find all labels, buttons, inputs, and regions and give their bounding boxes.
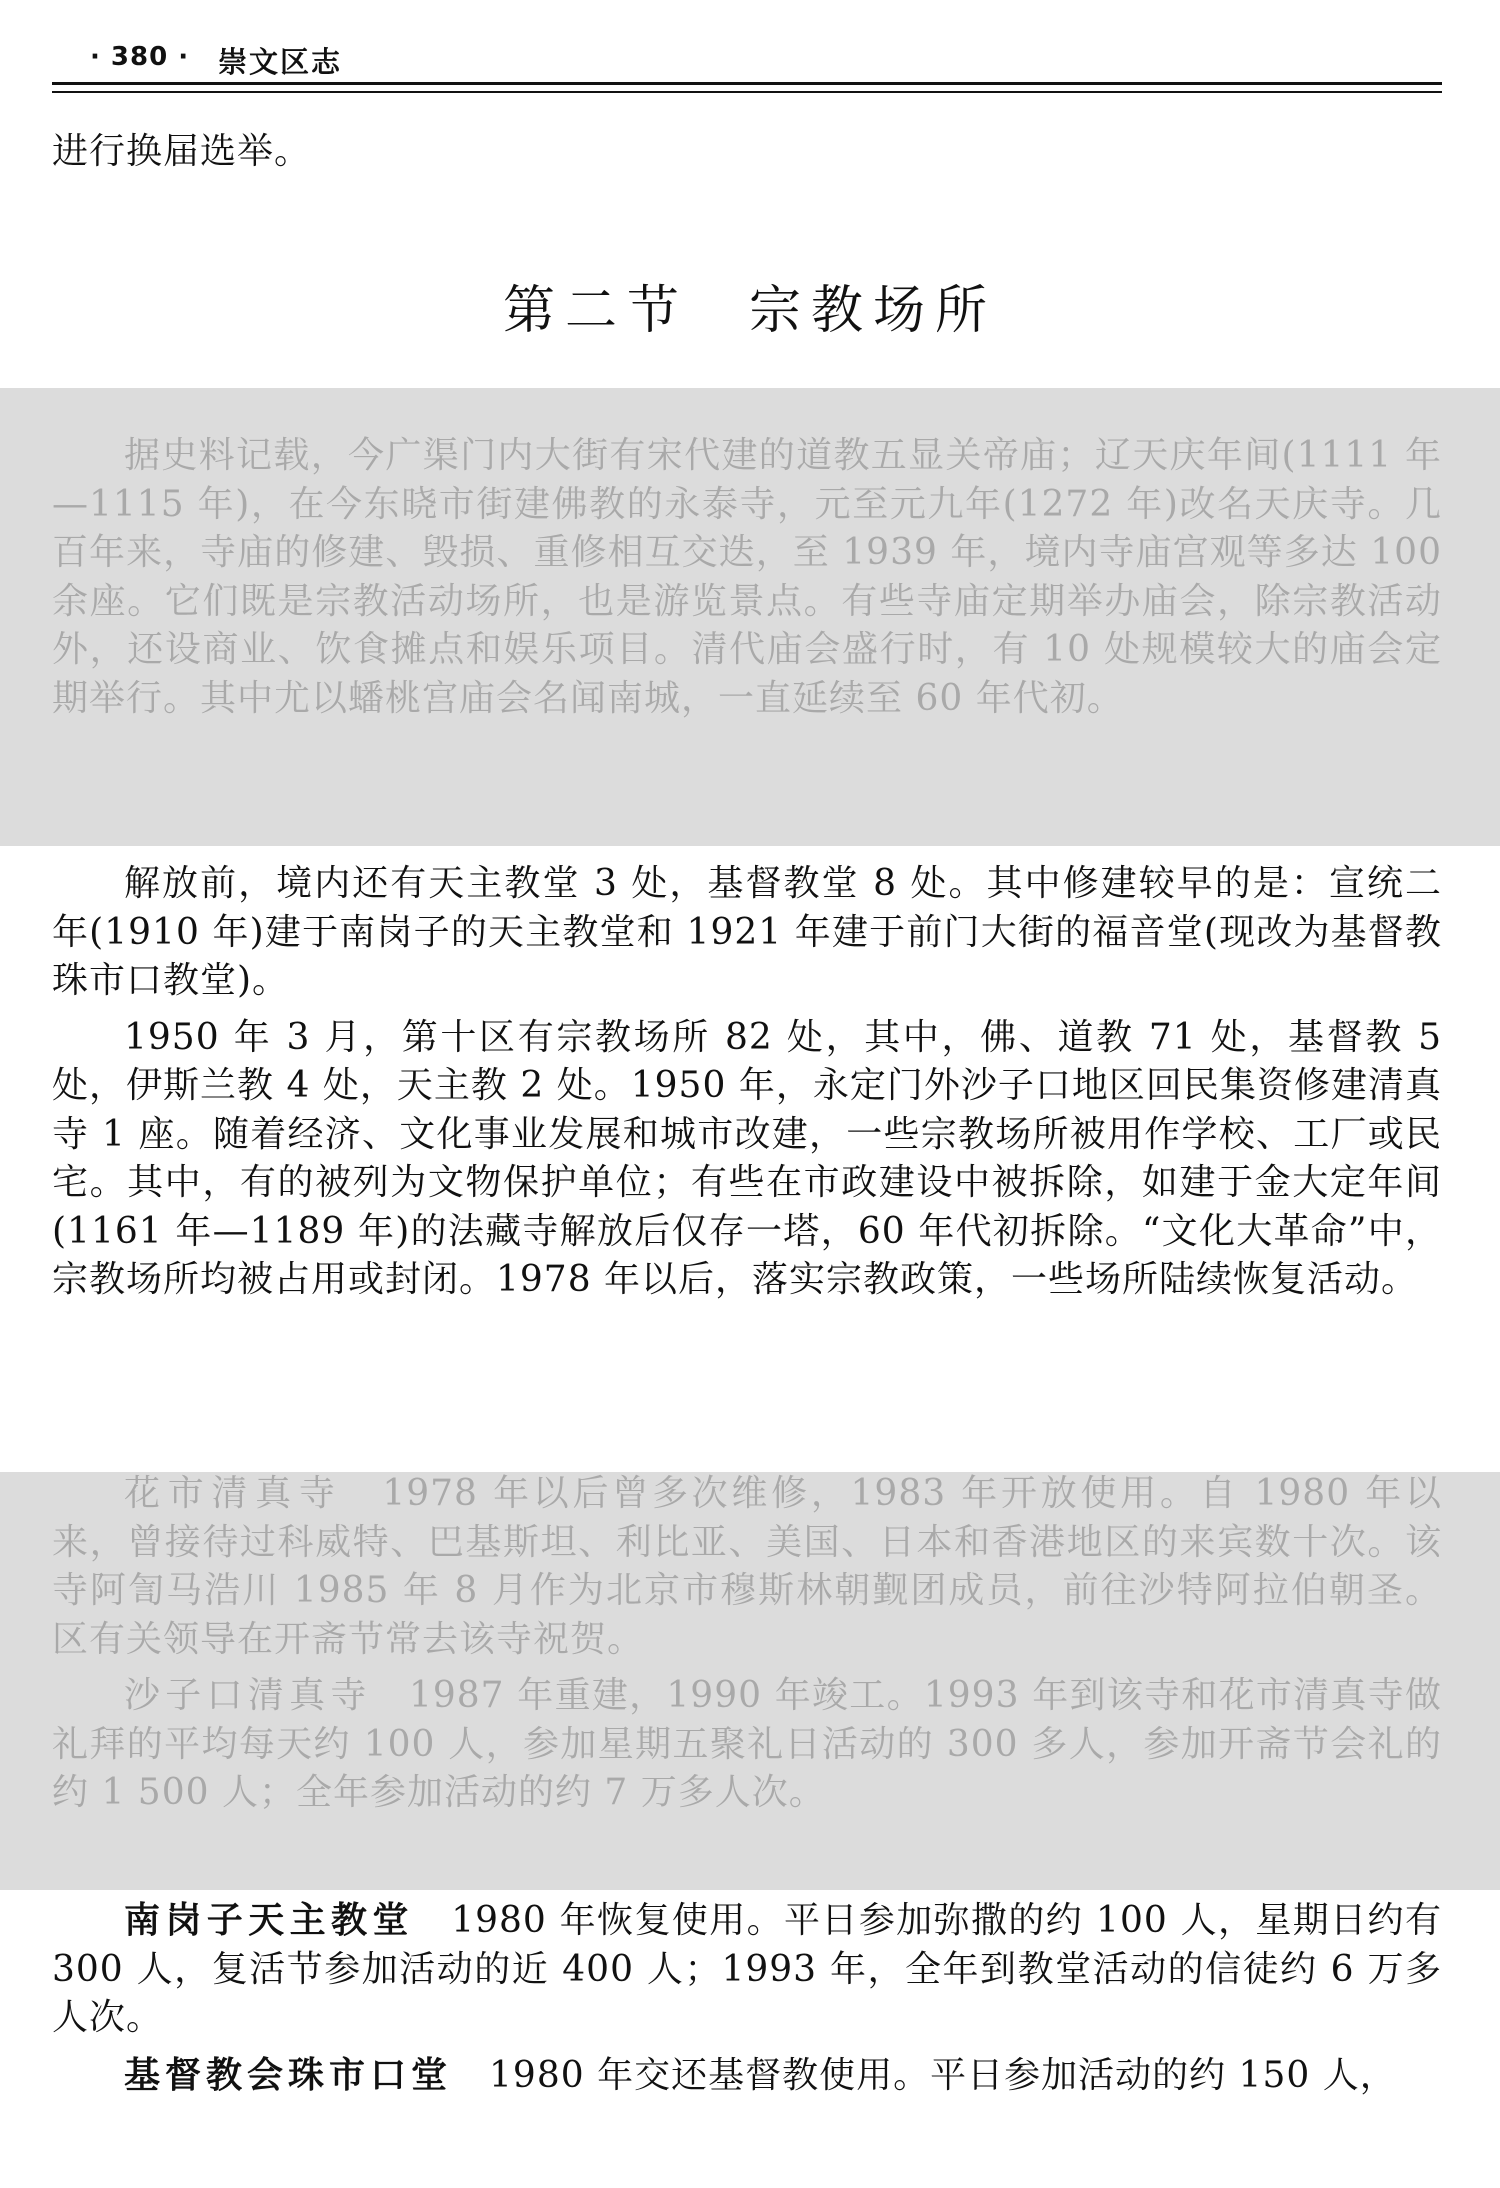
entries-block-faded (52, 1470, 1442, 1818)
entry-text: 1980 年交还基督教使用。平日参加活动的约 150 人， (489, 2054, 1397, 2096)
header-rule-thick (52, 82, 1442, 85)
header-rule-thin (52, 91, 1442, 93)
carryover-text-block (52, 128, 1442, 177)
entry-shazikou-mosque (52, 1672, 1442, 1818)
running-head (0, 0, 1500, 100)
intro-block (52, 432, 1442, 723)
page-number: · 380 · (90, 42, 190, 72)
body-block (52, 860, 1442, 1305)
carryover-paragraph: 进行换届选举。 (52, 131, 312, 172)
entry-name: 基督教会珠市口堂 (124, 2053, 453, 2096)
section-number: 第二节 (502, 281, 689, 341)
section-name: 宗教场所 (749, 281, 998, 341)
entry-text: 1980 年恢复使用。平日参加弥撒的约 100 人，星期日约有 300 人，复活节参加活动的近 400 人；1993 年，全年到教堂活动的信徒约 6 万多人次。 (52, 1900, 1442, 2038)
entry-nangangzi-church (52, 1896, 1442, 2043)
pre-liberation-paragraph: 解放前，境内还有天主教堂 3 处，基督教堂 8 处。其中修建较早的是：宣统二年(1910 年)建于南岗子的天主教堂和 1921 年建于前门大街的福音堂(现改为基督教珠市口教堂)。 (52, 863, 1442, 1001)
entry-text: 1987 年重建，1990 年竣工。1993 年到该寺和花市清真寺做礼拜的平均每天约 100 人，参加星期五聚礼日活动的 300 多人，参加开斋节会礼的约 1 500 人；全年参加活动的约 7 万多人次。 (52, 1675, 1442, 1813)
entry-zhushikou-church (52, 2051, 1442, 2101)
history-paragraph: 据史料记载，今广渠门内大街有宋代建的道教五显关帝庙；辽天庆年间(1111 年—1115 年)，在今东晓市街建佛教的永泰寺，元至元九年(1272 年)改名天庆寺。几百年来，寺庙的修建、毁损、重修相互交迭，至 1939 年，境内寺庙宫观等多达 100 余座。它们既是宗教活动场所，也是游览景点。有些寺庙定期举办庙会，除宗教活动外，还设商业、饮食摊点和娱乐项目。清代庙会盛行时，有 10 处规模较大的庙会定期举行。其中尤以蟠桃宫庙会名闻南城，一直延续至 60 年代初。 (52, 435, 1442, 719)
post-1950-paragraph: 1950 年 3 月，第十区有宗教场所 82 处，其中，佛、道教 71 处，基督教 5 处，伊斯兰教 4 处，天主教 2 处。1950 年，永定门外沙子口地区回民集资修建清真寺 1 座。随着经济、文化事业发展和城市改建，一些宗教场所被用作学校、工厂或民宅。其中，有的被列为文物保护单位；有些在市政建设中被拆除，如建于金大定年间(1161 年—1189 年)的法藏寺解放后仅存一塔，60 年代初拆除。“文化大革命”中，宗教场所均被占用或封闭。1978 年以后，落实宗教政策，一些场所陆续恢复活动。 (52, 1016, 1442, 1300)
entry-huashi-mosque (52, 1470, 1442, 1664)
entry-text: 1978 年以后曾多次维修，1983 年开放使用。自 1980 年以来，曾接待过科威特、巴基斯坦、利比亚、美国、日本和香港地区的来宾数十次。该寺阿訇马浩川 1985 年 8 月作为北京市穆斯林朝觐团成员，前往沙特阿拉伯朝圣。区有关领导在开斋节常去该寺祝贺。 (52, 1473, 1442, 1660)
entry-name: 南岗子天主教堂 (124, 1899, 414, 1941)
entry-name: 花市清真寺 (124, 1473, 343, 1514)
section-title (0, 268, 1500, 343)
entry-name: 沙子口清真寺 (124, 1675, 372, 1716)
entries-block (52, 1896, 1442, 2100)
book-title: 崇文区志 (218, 45, 343, 79)
